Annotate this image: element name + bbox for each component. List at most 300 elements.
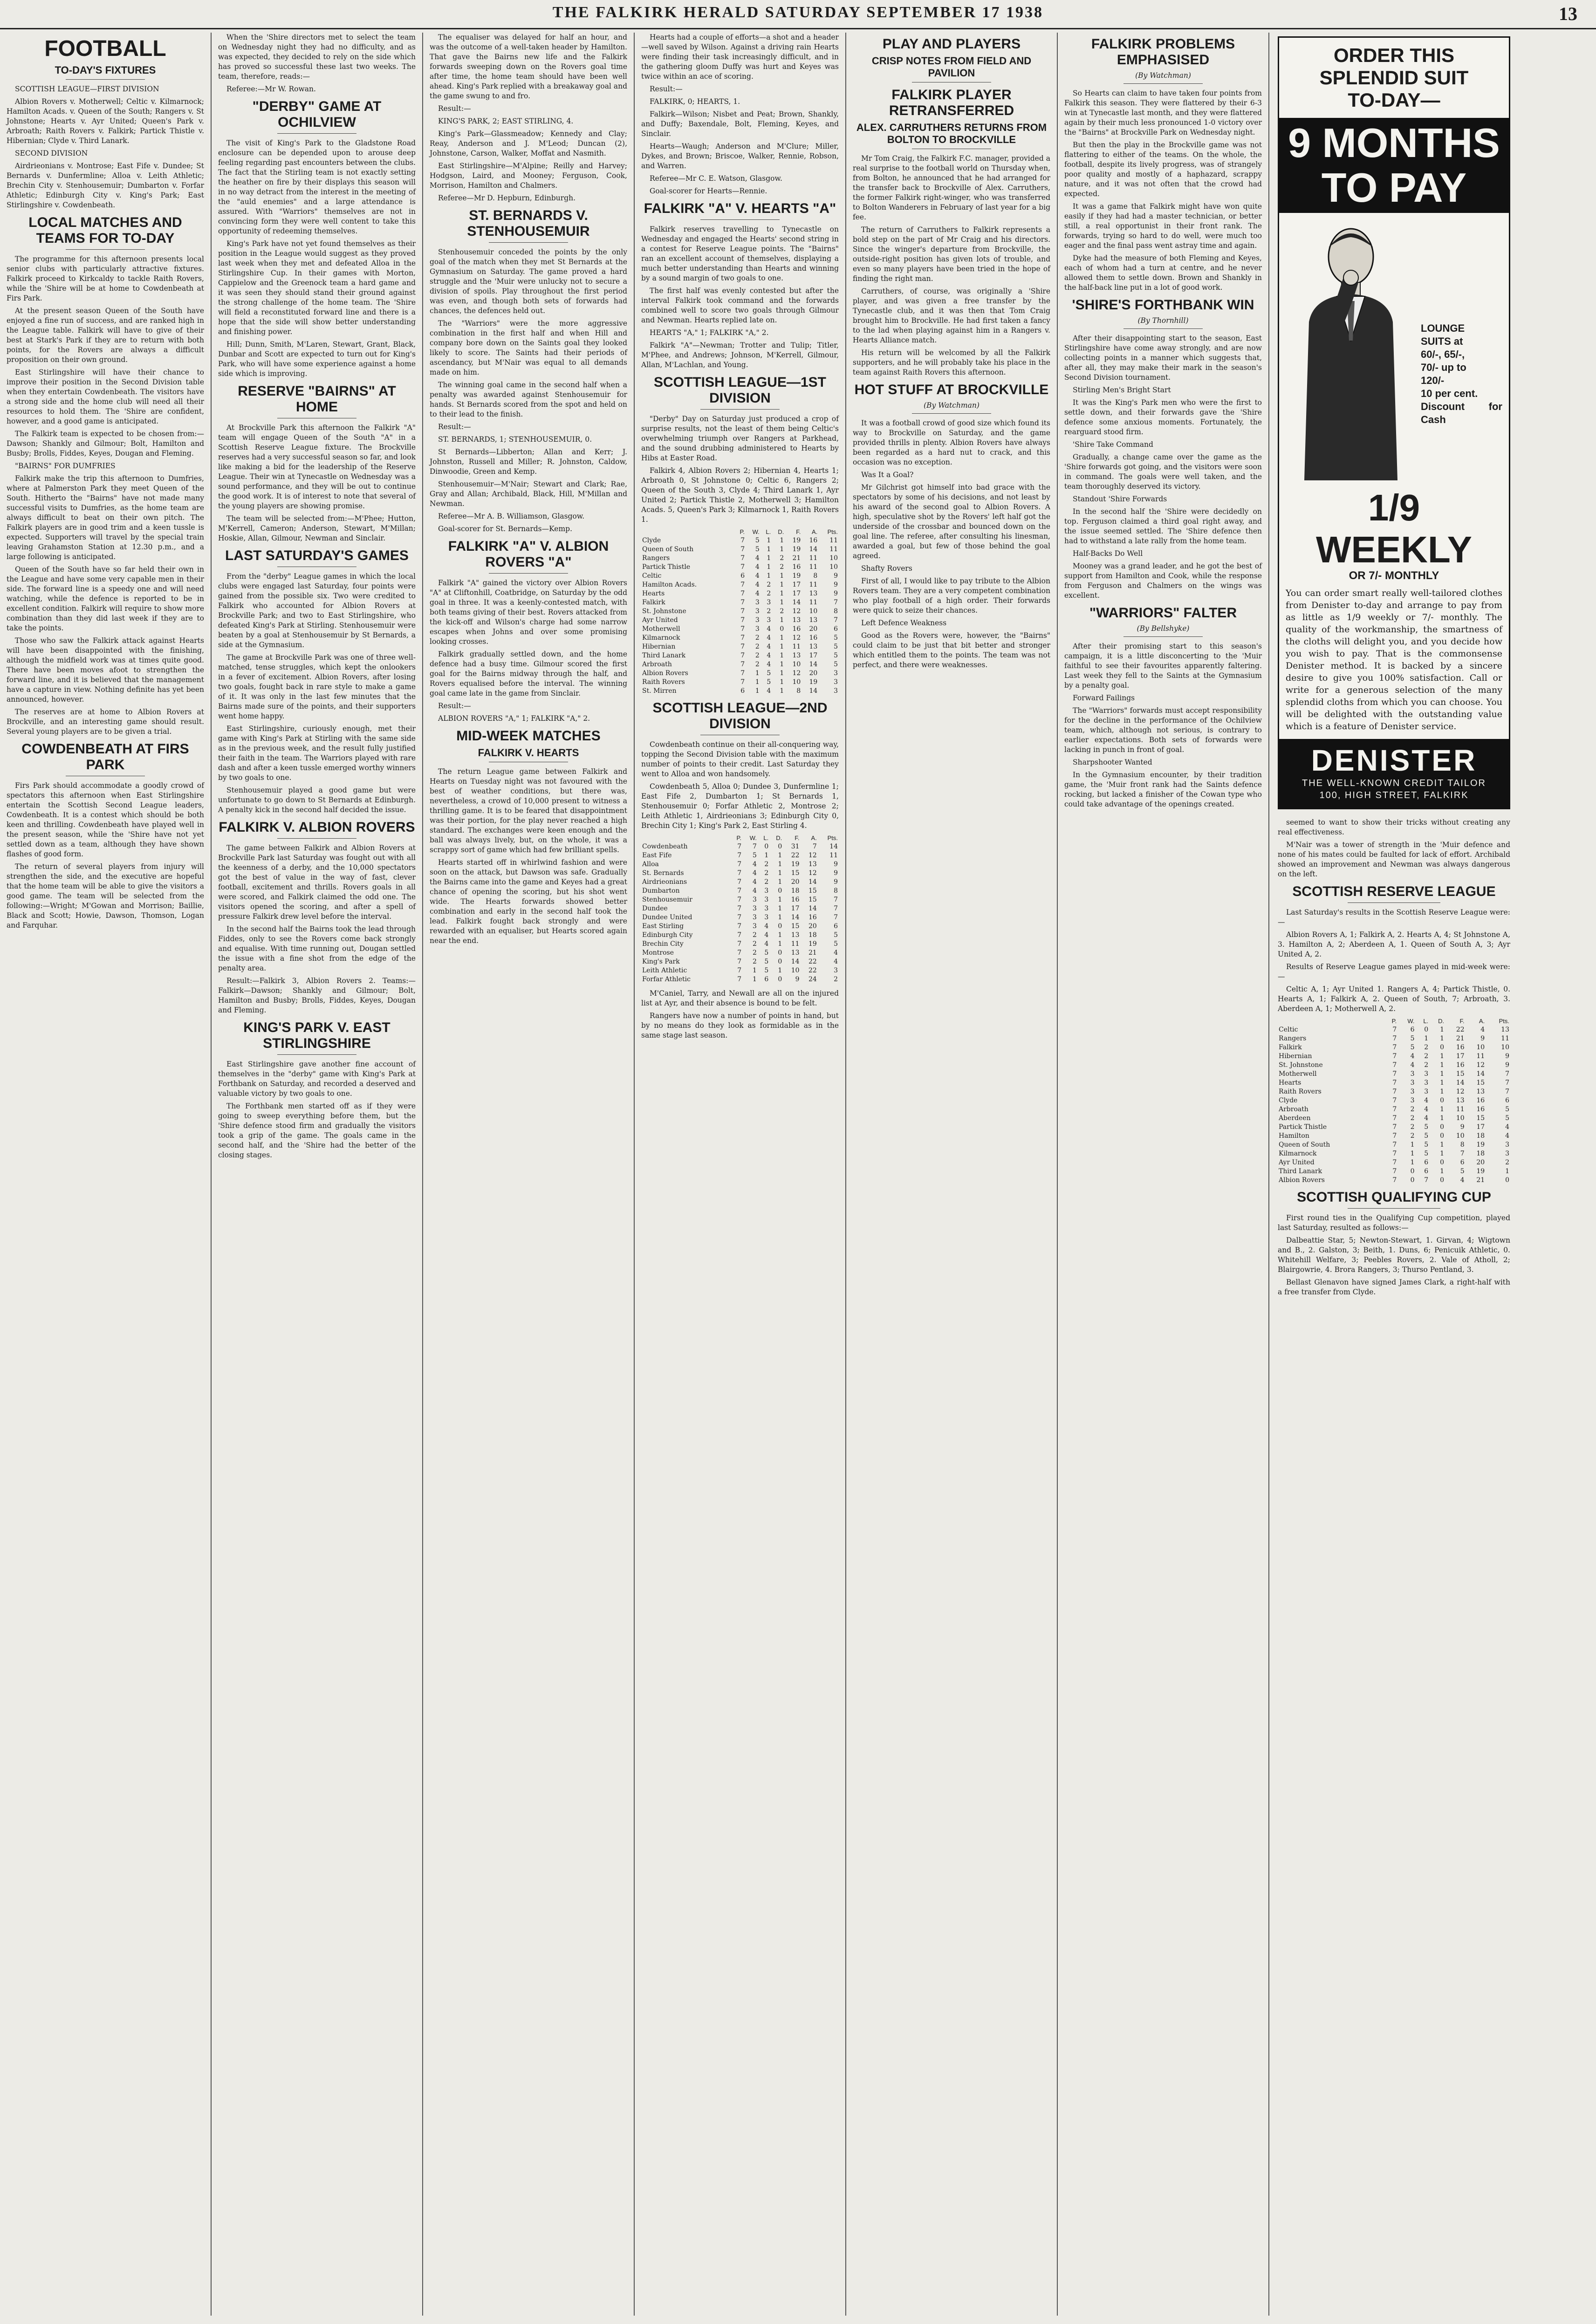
table-cell: 31: [791, 843, 800, 850]
article-paragraph: East Stirlingshire, curiously enough, met their game with King's Park at Stirling with the same side as in the previous week, and the result fully justified their faith in the team. The Warriors played with rare dash and after a keen tussle emerged worthy winners by two goals to one.: [218, 725, 416, 782]
table-cell: 3: [764, 896, 769, 903]
table-row: [641, 966, 839, 975]
table-cell: 7: [812, 843, 817, 850]
article-heading: FOOTBALL: [44, 36, 166, 61]
table-cell: 9: [1505, 1061, 1509, 1069]
table-cell: 0: [780, 625, 784, 633]
heading-rule: [1123, 83, 1203, 84]
table-cell: 9: [1480, 1035, 1485, 1042]
table-cell: 7: [1392, 1159, 1397, 1166]
team-name: Falkirk: [642, 599, 665, 606]
article: [641, 700, 839, 984]
article-paragraph: Airdrieonians v. Montrose; East Fife v. Dundee; St Bernards v. Dunfermline; Alloa v. Leith Athletic; Brechin City v. Stenhousemuir; Dumbarton v. Forfar Athletic; Edinburgh City v. King's Park; East Stirlingshire v. Cowdenbeath.: [7, 162, 204, 209]
article: [1064, 605, 1262, 809]
article: [1278, 818, 1510, 879]
article-subheading: CRISP NOTES FROM FIELD AND PAVILION: [871, 55, 1032, 79]
column-4: [635, 33, 846, 2316]
team-name: Dundee United: [642, 914, 692, 921]
article-paragraph: The return of Carruthers to Falkirk represents a bold step on the part of Mr Craig and his directors. Since the winger's departure from Brockville, the outside-right position has given lots of trouble, and even so many players have been tried in the hope of finding the right man.: [853, 226, 1050, 283]
table-cell: 4: [755, 590, 760, 597]
table-cell: 1: [1440, 1053, 1445, 1060]
table-row: [641, 545, 839, 554]
article-paragraph: Hearts started off in whirlwind fashion and were soon on the attack, but Dawson was safe. Gradually the Bairns came into the game and Keyes had a great chance of opening the scoring, but his shot went wide. The Hearts forwards showed better combination and early in the second half took the lead. Falkirk fought back strongly and were rewarded with an equaliser, but Hearts scored again near the end.: [430, 858, 627, 945]
league-table-column-header: D.: [778, 528, 784, 535]
table-cell: 1: [767, 537, 771, 544]
table-cell: 19: [1476, 1141, 1485, 1148]
table-cell: 3: [1410, 1097, 1415, 1104]
table-row: [641, 554, 839, 563]
team-name: Queen of South: [642, 546, 694, 553]
table-cell: 7: [1460, 1150, 1465, 1157]
article-paragraph: Hearts—Waugh; Anderson and M'Clure; Miller, Dykes, and Brown; Briscoe, Walker, Rennie, Robson, and Warren.: [641, 142, 839, 170]
table-cell: 1: [780, 599, 784, 606]
team-name: Hearts: [1279, 1079, 1301, 1087]
table-row: [641, 643, 839, 651]
article-paragraph: First round ties in the Qualifying Cup competition, played last Saturday, resulted as follows:—: [1278, 1214, 1510, 1232]
league-table-column-header: F.: [1459, 1018, 1465, 1025]
table-cell: 3: [1410, 1070, 1415, 1078]
table-cell: 4: [767, 687, 771, 695]
table-cell: 10: [1501, 1044, 1509, 1051]
table-cell: 4: [764, 923, 769, 930]
table-cell: 0: [1505, 1176, 1509, 1184]
table-cell: 14: [809, 661, 818, 668]
denister-advertisement: [1278, 36, 1510, 809]
table-row: [641, 536, 839, 545]
article: [218, 33, 416, 94]
table-cell: 9: [834, 869, 838, 877]
ad-price-line: SUITS at: [1421, 335, 1463, 347]
article-paragraph: East Stirlingshire—M'Alpine; Reilly and Harvey; Hodgson, Laird, and Mooney; Ferguson, Cook, Morrison, Hamilton and Chalmers.: [430, 162, 627, 190]
article-paragraph: The team will be selected from:—M'Phee; Hutton, M'Kerrell, Cameron; Anderson, Stewart, M'Millan; Hoskie, Allan, Gilmour, Newman and Sinclair.: [218, 514, 416, 542]
table-cell: 0: [1440, 1097, 1445, 1104]
table-row: [641, 651, 839, 660]
table-cell: 7: [1392, 1044, 1397, 1051]
article-paragraph: Mr Gilchrist got himself into bad grace with the spectators by some of his decisions, and not least by his award of the second goal to Albion Rovers. A high, speculative shot by the Rovers' left half got the underside of the crossbar and bounced down on the goal line. The referee, after consulting his linesman, awarded a goal, but few of those behind the goal agreed.: [853, 483, 1050, 560]
article-paragraph: King's Park—Glassmeadow; Kennedy and Clay; Reay, Anderson and J. M'Leod; Duncan (2), Johnstone, Carson, Walker, Moffat and Nasmith.: [430, 130, 627, 157]
article-heading: 'SHIRE'S FORTHBANK WIN: [1072, 297, 1254, 313]
table-cell: 1: [778, 852, 782, 859]
article-heading: HOT STUFF AT BROCKVILLE: [854, 382, 1049, 397]
table-cell: 4: [767, 652, 771, 659]
table-row: [641, 678, 839, 687]
team-name: Hibernian: [1279, 1053, 1312, 1060]
table-cell: 5: [764, 958, 769, 965]
table-cell: 1: [780, 661, 784, 668]
table-cell: 7: [740, 546, 745, 553]
table-cell: 7: [1392, 1026, 1397, 1033]
table-cell: 3: [755, 599, 760, 606]
article-paragraph: Firs Park should accommodate a goodly crowd of spectators this afternoon when East Stirlingshire entertain the Scottish Second League leaders, Cowdenbeath. It is a contest which should be both keen and thrilling. Cowdenbeath have played well in the present season, while the 'Shire have not yet settled down as a team, although they have shown flashes of good form.: [7, 781, 204, 858]
newspaper-page: [0, 33, 1596, 2316]
table-cell: 9: [834, 878, 838, 886]
table-cell: 6: [834, 625, 838, 633]
league-table-column-header: W.: [1407, 1018, 1415, 1025]
table-cell: 6: [834, 923, 838, 930]
table-cell: 24: [808, 976, 817, 983]
table-cell: 4: [767, 625, 771, 633]
team-name: Arbroath: [642, 661, 672, 668]
table-cell: 1: [767, 554, 771, 562]
article-paragraph: East Stirlingshire will have their chance to improve their position in the Second Division table when they entertain Cowdenbeath. The visitors have a strong side and the home club will need all their resources to hold them. The 'Shire are confident, however, and a good game is anticipated.: [7, 368, 204, 425]
table-cell: 7: [740, 599, 745, 606]
article-heading: SCOTTISH RESERVE LEAGUE: [1292, 884, 1496, 899]
table-cell: 2: [1424, 1044, 1429, 1051]
table-cell: 14: [809, 546, 818, 553]
article-byline: (By Bellshyke): [1137, 624, 1190, 633]
team-name: Hamilton: [1279, 1132, 1309, 1140]
table-cell: 2: [752, 940, 757, 948]
table-cell: 2: [780, 563, 784, 571]
team-name: Hearts: [642, 590, 665, 597]
table-cell: 5: [834, 931, 838, 939]
table-cell: 1: [780, 634, 784, 642]
table-row: [641, 581, 839, 589]
ad-price-line: Discount for Cash: [1421, 401, 1502, 425]
team-name: Third Lanark: [642, 652, 686, 659]
article-paragraph: Rangers have now a number of points in hand, but by no means do they look as formidable as in the same stage last season.: [641, 1012, 839, 1039]
team-name: Rangers: [1279, 1035, 1307, 1042]
man-in-suit-illustration: [1286, 219, 1416, 480]
article-heading: SCOTTISH LEAGUE—1ST DIVISION: [653, 375, 827, 406]
article-heading: FALKIRK V. ALBION ROVERS: [219, 820, 415, 835]
article-paragraph: "Derby" Day on Saturday just produced a crop of surprise results, not the least of them being Celtic's overwhelming triumph over Rangers at Parkhead, and the sound drubbing administered to Hearts by Hibs at Easter Road.: [641, 415, 839, 462]
article-heading: LOCAL MATCHES AND TEAMS FOR TO-DAY: [28, 215, 182, 246]
table-cell: 20: [809, 625, 818, 633]
article-paragraph: Falkirk reserves travelling to Tynecastle on Wednesday and engaged the Hearts' second string in a contest for Reserve League points. The "Bairns" ran an excellent account of themselves, displaying a much better understanding than Hearts and winning by a sound margin of two goals to one.: [641, 225, 839, 282]
table-row: [641, 634, 839, 643]
heading-rule: [700, 409, 780, 410]
table-cell: 3: [752, 905, 757, 912]
table-cell: 11: [1456, 1106, 1465, 1113]
team-name: Montrose: [642, 949, 674, 957]
table-cell: 9: [834, 572, 838, 580]
article-paragraph: From the "derby" League games in which the local clubs were engaged last Saturday, four points were gained from the possible six. Two were credited to Falkirk who accounted for Albion Rovers at Brockville Park; and two to East Stirlingshire, who defeated King's Park at Stirling. Stenhousemuir were beaten by a goal at Stenhousemuir by St Bernards, a side at the Gymnasium.: [218, 572, 416, 649]
table-cell: 5: [1505, 1106, 1509, 1113]
table-cell: 7: [737, 861, 742, 868]
table-cell: 15: [1476, 1079, 1485, 1087]
table-cell: 16: [791, 896, 800, 903]
table-cell: 3: [767, 599, 771, 606]
article: [641, 201, 839, 370]
article-paragraph: Shafty Rovers: [861, 564, 912, 573]
table-row: [641, 572, 839, 581]
table-cell: 4: [1505, 1132, 1509, 1140]
article-paragraph: Stenhousemuir conceded the points by the only goal of the match when they met St Bernards at the Gymnasium on Saturday. The game proved a hard struggle and the 'Muir were unlucky not to secure a division of spoils. Play throughout the first period was even, and though both sets of forwards had chances, the defences held out.: [430, 248, 627, 315]
table-cell: 22: [808, 967, 817, 974]
table-cell: 1: [778, 905, 782, 912]
table-cell: 19: [808, 940, 817, 948]
table-cell: 4: [755, 581, 760, 588]
table-cell: 12: [1476, 1061, 1485, 1069]
table-cell: 16: [809, 634, 818, 642]
article: [7, 741, 204, 930]
table-cell: 19: [792, 546, 801, 553]
article-paragraph: ALBION ROVERS "A," 1; FALKIRK "A," 2.: [438, 714, 590, 723]
table-cell: 1: [755, 687, 760, 695]
article-byline: (By Watchman): [1135, 71, 1191, 80]
table-row: [641, 887, 839, 895]
table-cell: 21: [792, 554, 801, 562]
table-cell: 15: [791, 923, 800, 930]
column-7: [1269, 33, 1519, 2316]
article-paragraph: Result:—: [438, 104, 471, 113]
article-heading: LAST SATURDAY'S GAMES: [225, 548, 409, 563]
article-paragraph: M'Caniel, Tarry, and Newall are all on the injured list at Ayr, and their absence is bound to be felt.: [641, 989, 839, 1007]
table-cell: 7: [737, 887, 742, 895]
table-cell: 18: [1476, 1150, 1485, 1157]
table-cell: 7: [1392, 1097, 1397, 1104]
article-heading: PLAY AND PLAYERS: [882, 36, 1021, 52]
table-cell: 10: [829, 563, 838, 571]
league-table-column-header: P.: [1391, 1018, 1397, 1025]
team-name: Hibernian: [642, 643, 676, 650]
article: [1064, 297, 1262, 601]
table-cell: 11: [809, 599, 818, 606]
article-paragraph: Cowdenbeath 5, Alloa 0; Dundee 3, Dunfermline 1; East Fife 2, Dumbarton 1; St Bernards 1, Stenhousemuir 0; Forfar Athletic 2, Montrose 2; Leith Athletic 1, Airdrieonians 3; Edinburgh City 0, Brechin City 1; King's Park 2, East Stirling 4.: [641, 782, 839, 830]
ad-headline: SPLENDID SUIT: [1319, 67, 1469, 89]
article-paragraph: At the present season Queen of the South have enjoyed a fine run of success, and are ranked high in the League table. Falkirk will have to give of their best at Stark's Park if they are to return with both points, for the Rovers are always a difficult proposition on their own ground.: [7, 307, 204, 364]
table-cell: 3: [834, 967, 838, 974]
team-name: Third Lanark: [1279, 1168, 1322, 1175]
table-cell: 2: [834, 976, 838, 983]
article-paragraph: King's Park have not yet found themselves as their position in the League would suggest as they proved last week when they met and defeated Alloa in the Stirlingshire Cup. In their games with Morton, Cappielow and the Greenock team a hard game and it was seen they should stand their ground against the strong challenge of the home team. The 'Shire will field a reconstituted forward line and there is a hope that the side will show better understanding and finishing power.: [218, 239, 416, 336]
article-byline: (By Thornhill): [1137, 316, 1189, 325]
table-cell: 2: [1410, 1106, 1415, 1113]
table-cell: 4: [1424, 1106, 1429, 1113]
table-cell: 15: [791, 869, 800, 877]
league-table-column-header: P.: [740, 528, 745, 535]
table-cell: 2: [755, 643, 760, 650]
league-table-column-header: F.: [795, 834, 800, 841]
table-cell: 1: [778, 931, 782, 939]
article-paragraph: Referee—Mr C. E. Watson, Glasgow.: [650, 174, 782, 183]
table-cell: 5: [1410, 1044, 1415, 1051]
ad-copy: You can order smart really well-tailored clothes from Denister to-day and arrange to pay from as little as 1/9 weekly or 7/- monthly. The quality of the workmanship, the smartness of the cloths will delight you, and you decide how you wish to pay. That is the commonsense Denister method. It is backed by a sincere desire to give you 100% satisfaction. Call or write for a generous selection of the many splendid cloths from which you can choose. You will be delighted with the outstanding value which is a feature of Denister service.: [1286, 588, 1502, 731]
table-cell: 5: [1460, 1168, 1465, 1175]
team-name: Stenhousemuir: [642, 896, 692, 903]
table-cell: 22: [1456, 1026, 1465, 1033]
table-cell: 5: [1424, 1150, 1429, 1157]
table-cell: 5: [834, 661, 838, 668]
table-cell: 6: [1460, 1159, 1465, 1166]
article-paragraph: Falkirk 4, Albion Rovers 2; Hibernian 4, Hearts 1; Arbroath 0, St Johnstone 0; Celtic 6, Rangers 2; Queen of the South 3, Clyde 4; Third Lanark 1, Ayr United 2; Partick Thistle 2, Motherwell 3; Hamilton Acads. 5, Queen's Park 3; Kilmarnock 1, Raith Rovers 1.: [641, 466, 839, 524]
table-cell: 4: [1410, 1061, 1415, 1069]
table-cell: 5: [1410, 1035, 1415, 1042]
table-cell: 7: [1392, 1079, 1397, 1087]
table-cell: 7: [740, 670, 745, 677]
table-cell: 7: [740, 563, 745, 571]
table-cell: 17: [809, 652, 818, 659]
table-row: [1278, 1025, 1510, 1034]
article-paragraph: The game at Brockville Park was one of three well-matched, tense struggles, which kept the onlookers in a fever of excitement. Albion Rovers, after losing two goals, fought back in rare style to make a game of it. It was only in the last few minutes that the Bairns made sure of the points, and their supporters went home happy.: [218, 653, 416, 720]
article-heading: "WARRIORS" FALTER: [1089, 605, 1237, 621]
table-cell: 1: [778, 869, 782, 877]
team-name: Leith Athletic: [642, 967, 687, 974]
league-table-column-header: Pts.: [1499, 1018, 1509, 1025]
table-cell: 4: [767, 634, 771, 642]
table-cell: 12: [792, 634, 801, 642]
table-cell: 1: [780, 581, 784, 588]
table-row: [1278, 1132, 1510, 1141]
article-paragraph: The reserves are at home to Albion Rovers at Brockville, and an interesting game should result. Several young players are to be given a trial.: [7, 708, 204, 736]
table-cell: 4: [1424, 1114, 1429, 1122]
table-cell: 2: [755, 634, 760, 642]
table-cell: 3: [764, 887, 769, 895]
table-cell: 21: [1476, 1176, 1485, 1184]
table-cell: 4: [1460, 1176, 1465, 1184]
article-paragraph: Referee:—Mr W. Rowan.: [226, 85, 316, 93]
article-paragraph: Was It a Goal?: [861, 471, 914, 479]
table-cell: 10: [829, 554, 838, 562]
table-cell: 7: [1392, 1088, 1397, 1095]
table-cell: 3: [752, 914, 757, 921]
masthead-title: THE FALKIRK HERALD SATURDAY SEPTEMBER 17 1938: [552, 4, 1044, 21]
table-cell: 5: [764, 949, 769, 957]
article-heading: FALKIRK PLAYER RETRANSFERRED: [889, 87, 1014, 118]
league-table-column-header: Pts.: [827, 834, 838, 841]
table-cell: 2: [755, 661, 760, 668]
table-cell: 7: [834, 896, 838, 903]
table-cell: 11: [829, 852, 838, 859]
table-cell: 5: [764, 967, 769, 974]
table-cell: 4: [755, 572, 760, 580]
article-paragraph: East Stirlingshire gave another fine account of themselves in the "derby" game with King's Park at Forthbank on Saturday, and recorded a deserved and valuable victory by two goals to one.: [218, 1060, 416, 1098]
table-cell: 14: [791, 914, 800, 921]
table-row: [641, 913, 839, 922]
table-cell: 13: [809, 643, 818, 650]
table-cell: 17: [792, 581, 801, 588]
article-paragraph: Sharpshooter Wanted: [1073, 758, 1152, 766]
article-heading: COWDENBEATH AT FIRS PARK: [21, 741, 189, 772]
article-paragraph: Falkirk "A"—Newman; Trotter and Tulip; Titler, M'Phee, and Andrews; Johnson, M'Kerrell, Gilmour, Allan, M'Lachlan, and Young.: [641, 341, 839, 369]
article-paragraph: Referee—Mr A. B. Williamson, Glasgow.: [438, 512, 585, 520]
league-table-column-header: A.: [811, 834, 817, 841]
table-cell: 5: [1424, 1141, 1429, 1148]
table-cell: 14: [808, 905, 817, 912]
table-row: [641, 878, 839, 887]
table-cell: 1: [780, 572, 784, 580]
article: [853, 382, 1050, 670]
table-cell: 7: [737, 949, 742, 957]
table-cell: 1: [764, 852, 769, 859]
table-cell: 4: [752, 887, 757, 895]
table-cell: 1: [1410, 1150, 1415, 1157]
table-cell: 1: [752, 967, 757, 974]
article: [853, 36, 1050, 82]
table-cell: 7: [737, 967, 742, 974]
table-cell: 5: [1424, 1132, 1429, 1140]
table-row: [641, 860, 839, 869]
article-paragraph: In the Gymnasium encounter, by their tradition game, the 'Muir front rank had the Saints defence rocking, but lacked a finisher of the Cowan type who could take advantage of the openings created.: [1064, 771, 1262, 808]
league-table-column-header: D.: [1438, 1018, 1445, 1025]
table-cell: 11: [809, 581, 818, 588]
table-cell: 1: [1440, 1070, 1445, 1078]
table-row: [641, 869, 839, 878]
article-paragraph: Standout 'Shire Forwards: [1073, 495, 1167, 503]
team-name: East Fife: [642, 852, 672, 859]
table-cell: 13: [1476, 1088, 1485, 1095]
table-cell: 4: [767, 643, 771, 650]
league-table-header: [1278, 1017, 1510, 1025]
ad-monthly-price: OR 7/- MONTHLY: [1349, 569, 1439, 582]
article-paragraph: Falkirk "A" gained the victory over Albion Rovers "A" at Cliftonhill, Coatbridge, on Saturday by the odd goal in three. It was a keenly-contested match, with both teams giving of their best. Rovers attacked from the kick-off and Wilson's charge had some narrow escapes when Johns and over some promising looking crosses.: [430, 579, 627, 646]
team-name: Dundee: [642, 905, 668, 912]
team-name: East Stirling: [642, 923, 684, 930]
article-paragraph: First of all, I would like to pay tribute to the Albion Rovers team. They are a very competent combination who play football of a high order. Their forwards were quick to seize their chances.: [853, 577, 1050, 615]
table-cell: 1: [778, 940, 782, 948]
table-cell: 20: [808, 923, 817, 930]
article-paragraph: M'Nair was a tower of strength in the 'Muir defence and none of his mates could be faulted for lack of effort. Archibald showed an improvement and Newman was always dangerous on the left.: [1278, 841, 1510, 878]
table-row: [1278, 1167, 1510, 1176]
table-cell: 4: [764, 931, 769, 939]
table-cell: 7: [740, 643, 745, 650]
article: [641, 375, 839, 696]
table-cell: 19: [791, 861, 800, 868]
table-cell: 22: [808, 958, 817, 965]
table-cell: 7: [1392, 1123, 1397, 1131]
table-cell: 14: [808, 878, 817, 886]
table-cell: 19: [792, 572, 801, 580]
table-cell: 7: [740, 634, 745, 642]
table-cell: 15: [808, 896, 817, 903]
ad-price-line: 60/-, 65/-,: [1421, 349, 1465, 360]
table-row: [1278, 1070, 1510, 1079]
table-cell: 14: [1476, 1070, 1485, 1078]
table-cell: 3: [1424, 1079, 1429, 1087]
table-cell: 9: [1505, 1053, 1509, 1060]
table-cell: 4: [834, 949, 838, 957]
article-paragraph: Referee—Mr D. Hepburn, Edinburgh.: [438, 194, 576, 202]
table-cell: 7: [1392, 1114, 1397, 1122]
table-cell: 0: [778, 949, 782, 957]
table-cell: 10: [1456, 1114, 1465, 1122]
table-cell: 7: [740, 616, 745, 624]
table-cell: 1: [778, 914, 782, 921]
table-cell: 8: [1460, 1141, 1465, 1148]
table-cell: 9: [834, 590, 838, 597]
article: [7, 215, 204, 737]
table-cell: 0: [764, 843, 769, 850]
table-cell: 7: [1392, 1061, 1397, 1069]
table-cell: 2: [752, 949, 757, 957]
table-cell: 3: [752, 896, 757, 903]
table-cell: 2: [1410, 1114, 1415, 1122]
table-cell: 6: [740, 687, 745, 695]
heading-rule: [1348, 1208, 1441, 1209]
table-row: [641, 625, 839, 634]
article-byline: (By Watchman): [924, 401, 980, 410]
team-name: Brechin City: [642, 940, 684, 948]
article-paragraph: The "Warriors" were the more aggressive combination in the first half and when Hill and company bore down on the Saints goal they looked likely to score. The Saints had their periods of ascendancy, but M'Nair was equal to all demands made on him.: [430, 319, 627, 376]
article: [7, 36, 204, 210]
table-cell: 3: [755, 625, 760, 633]
table-row: [641, 607, 839, 616]
team-name: Ayr United: [642, 616, 678, 624]
table-cell: 4: [752, 869, 757, 877]
table-cell: 9: [834, 861, 838, 868]
table-cell: 11: [1476, 1053, 1485, 1060]
article-heading: SCOTTISH QUALIFYING CUP: [1297, 1189, 1491, 1205]
article-heading: "DERBY" GAME AT OCHILVIEW: [252, 99, 382, 130]
table-cell: 5: [834, 634, 838, 642]
table-cell: 11: [829, 537, 838, 544]
article-paragraph: The equaliser was delayed for half an hour, and was the outcome of a well-taken header by Hamilton. That gave the Bairns new life and the Falkirk forwards sweeping down on the Rovers goal time after time, the home team should have been well ahead. King's Park replied with a breakaway goal and the game swung to and fro.: [430, 33, 627, 100]
table-cell: 20: [809, 670, 818, 677]
table-cell: 20: [791, 878, 800, 886]
table-row: [641, 589, 839, 598]
table-cell: 6: [1410, 1026, 1415, 1033]
